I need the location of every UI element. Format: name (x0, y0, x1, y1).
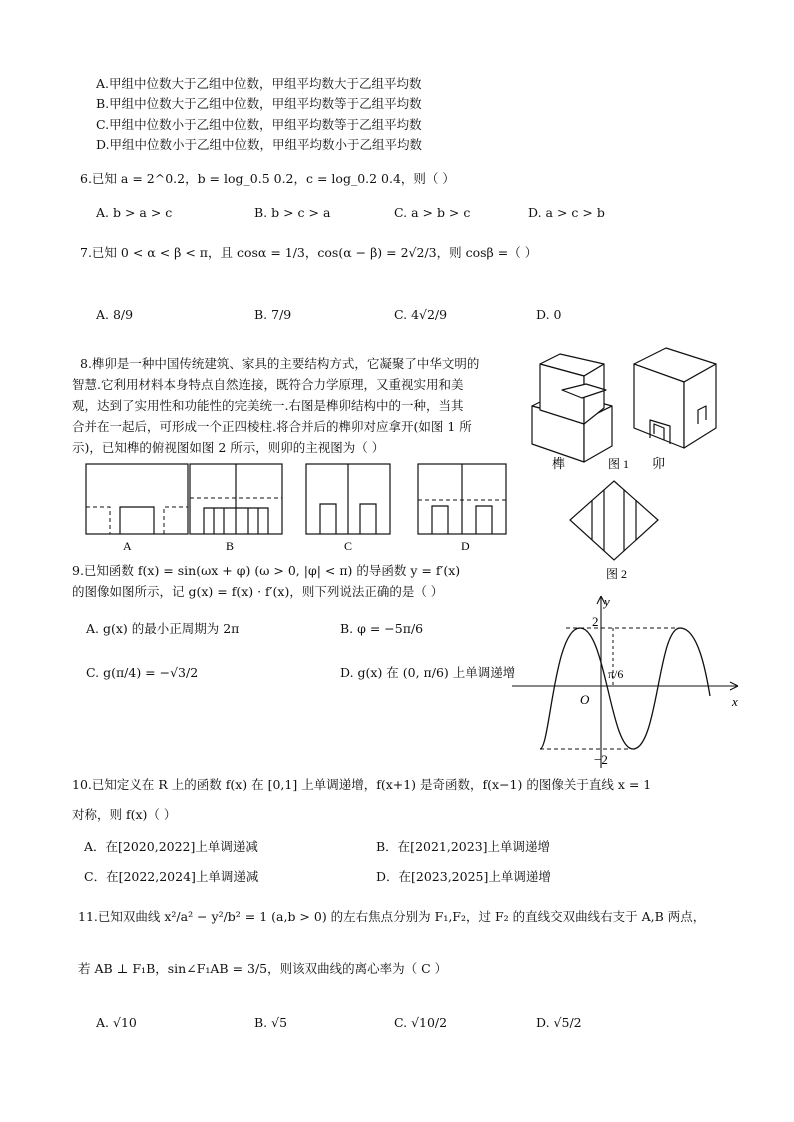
q8-figure-2 (566, 478, 666, 584)
q6-option-a: A. b > a > c (96, 205, 173, 220)
x-axis-label: x (732, 694, 738, 709)
q10-option-b: B．在[2021,2023]上单调递增 (376, 839, 551, 854)
q10-option-a: A．在[2020,2022]上单调递减 (84, 839, 258, 854)
q10-stem-line2: 对称，则 f(x)（ ） (72, 807, 177, 822)
q8-stem-line3: 观，达到了实用性和功能性的完美统一.右图是榫卯结构中的一种，当其 (72, 398, 464, 413)
tenon-label: 榫 (552, 456, 566, 471)
q9-derivative-graph (512, 592, 752, 772)
q5-option-a: A.甲组中位数大于乙组中位数，甲组平均数大于乙组平均数 (96, 76, 422, 91)
q10-option-c: C．在[2022,2024]上单调递减 (84, 869, 259, 884)
q8-view-b (190, 464, 282, 553)
q8-view-a (86, 464, 188, 553)
q6-option-b: B. b > c > a (254, 205, 331, 220)
q10-stem-line1: 10.已知定义在 R 上的函数 f(x) 在 [0,1] 上单调递增，f(x+1) 是奇函数，f(x−1) 的图像关于直线 x = 1 (72, 777, 652, 792)
figure1-label: 图 1 (608, 457, 630, 471)
q8-figure-1 (526, 344, 726, 472)
q6-stem: 6.已知 a = 2^0.2，b = log_0.5 0.2，c = log_0.2 0.4，则（ ） (80, 171, 455, 186)
q11-option-c: C. √10/2 (394, 1015, 448, 1030)
q5-option-b: B.甲组中位数大于乙组中位数，甲组平均数等于乙组平均数 (96, 96, 422, 111)
q8-view-d-label: D (461, 539, 470, 553)
q9-stem-line1: 9.已知函数 f(x) = sin(ωx + φ) (ω > 0, |φ| < π) 的导函数 y = f′(x) (72, 563, 461, 578)
pi-over-6-label: π/6 (608, 667, 624, 681)
q8-view-b-label: B (226, 539, 235, 553)
q11-stem-line1: 11.已知双曲线 x²/a² − y²/b² = 1 (a,b > 0) 的左右焦点分别为 F₁,F₂，过 F₂ 的直线交双曲线右支于 A,B 两点， (78, 909, 706, 924)
figure2-label: 图 2 (606, 567, 628, 581)
q11-option-d: D. √5/2 (536, 1015, 582, 1030)
q7-option-d: D. 0 (536, 307, 562, 322)
q5-option-c: C.甲组中位数小于乙组中位数，甲组平均数等于乙组平均数 (96, 117, 422, 132)
q8-view-c-label: C (344, 539, 353, 553)
q8-stem-line5: 示)，已知榫的俯视图如图 2 所示，则卯的主视图为（ ） (72, 440, 385, 455)
q11-stem-line2: 若 AB ⊥ F₁B，sin∠F₁AB = 3/5，则该双曲线的离心率为（ C ） (78, 961, 448, 976)
q7-option-c: C. 4√2/9 (394, 307, 448, 322)
min-value-label: −2 (594, 752, 608, 767)
q9-option-b: B. φ = −5π/6 (340, 621, 424, 636)
q6-option-c: C. a > b > c (394, 205, 471, 220)
q5-option-d: D.甲组中位数小于乙组中位数，甲组平均数小于乙组平均数 (96, 137, 423, 152)
q7-option-a: A. 8/9 (96, 307, 134, 322)
max-value-label: 2 (592, 614, 599, 629)
q9-option-d: D. g(x) 在 (0, π/6) 上单调递增 (340, 665, 516, 680)
q8-view-c (306, 464, 390, 553)
q7-option-b: B. 7/9 (254, 307, 292, 322)
q8-view-a-label: A (123, 539, 132, 553)
mortise-label: 卯 (652, 456, 666, 471)
q11-option-a: A. √10 (96, 1015, 137, 1030)
q8-stem-line1: 8.榫卯是一种中国传统建筑、家具的主要结构方式，它凝聚了中华文明的 (80, 356, 480, 371)
q8-option-views (80, 460, 520, 555)
q9-option-c: C. g(π/4) = −√3/2 (86, 665, 199, 680)
q8-stem-line4: 合并在一起后，可形成一个正四棱柱.将合并后的榫卯对应拿开(如图 1 所 (72, 419, 472, 434)
tenon-figure (532, 354, 612, 462)
q10-option-d: D．在[2023,2025]上单调递增 (376, 869, 551, 884)
q9-stem-line2: 的图像如图所示，记 g(x) = f(x) · f′(x)，则下列说法正确的是（ ） (72, 584, 444, 599)
q11-option-b: B. √5 (254, 1015, 288, 1030)
y-axis-label: y (604, 594, 610, 609)
mortise-figure (634, 348, 716, 448)
q6-option-d: D. a > c > b (528, 205, 605, 220)
origin-label: O (580, 692, 590, 707)
q7-stem: 7.已知 0 < α < β < π，且 cosα = 1/3，cos(α − β) = 2√2/3，则 cosβ =（ ） (80, 245, 538, 260)
q8-view-d (418, 464, 506, 553)
q8-stem-line2: 智慧.它利用材料本身特点自然连接，既符合力学原理，又重视实用和美 (72, 377, 464, 392)
q9-option-a: A. g(x) 的最小正周期为 2π (86, 621, 240, 636)
